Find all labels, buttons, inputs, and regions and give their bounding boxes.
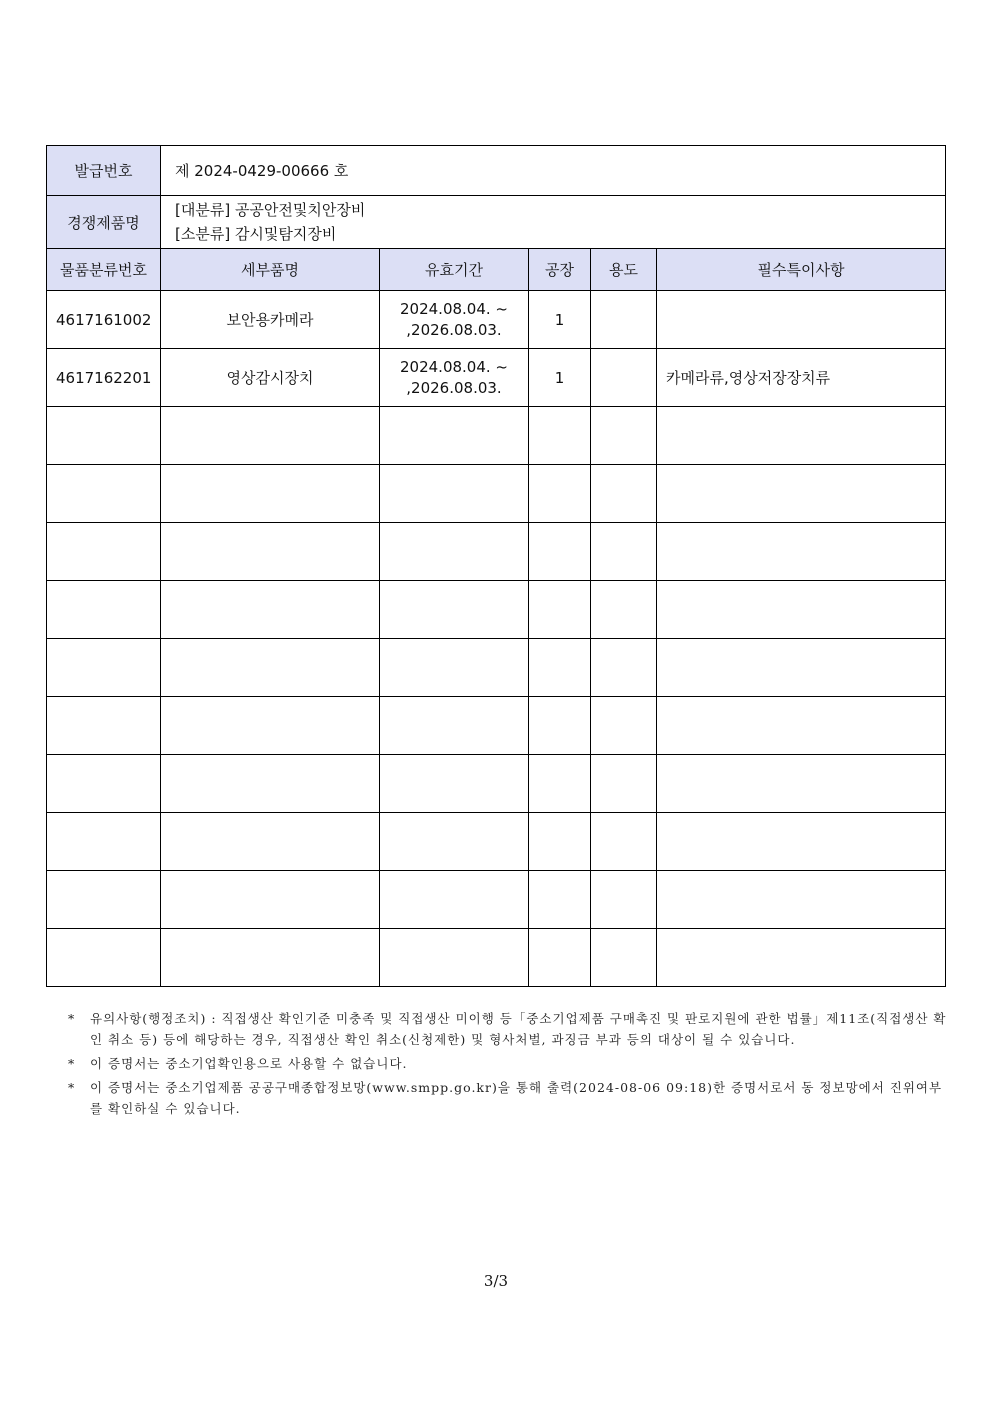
cell-detail-name	[161, 697, 380, 755]
cell-factory	[529, 639, 591, 697]
note-text: 유의사항(행정조치) : 직접생산 확인기준 미충족 및 직접생산 미이행 등「중소기업제품 구매촉진 및 판로지원에 관한 법률」제11조(직접생산 확인 취소 등) 등에 해당하는 경우, 직접생산 확인 취소(신청제한) 및 형사처벌, 과징금 부과 등의 대상이 될 수 있습니다.	[90, 1011, 947, 1047]
table-row	[47, 523, 946, 581]
minor-category: [소분류] 감시및탐지장비	[175, 225, 337, 243]
cell-special-notes	[657, 755, 946, 813]
cell-usage	[591, 639, 657, 697]
note-item	[68, 1053, 948, 1074]
cell-special-notes	[657, 523, 946, 581]
cell-validity-period	[380, 523, 529, 581]
table-row	[47, 697, 946, 755]
cell-usage	[591, 523, 657, 581]
cell-special-notes	[657, 813, 946, 871]
cell-validity-period	[380, 407, 529, 465]
issue-number-label: 발급번호	[47, 146, 161, 196]
cell-classification-code	[47, 813, 161, 871]
cell-classification-code	[47, 871, 161, 929]
cell-usage	[591, 465, 657, 523]
table-row	[47, 813, 946, 871]
notes-section	[68, 1008, 948, 1122]
cell-validity-period	[380, 581, 529, 639]
table-row	[47, 291, 946, 349]
table-row	[47, 755, 946, 813]
header-detail-name: 세부품명	[161, 249, 380, 291]
cell-special-notes	[657, 465, 946, 523]
cell-usage	[591, 871, 657, 929]
product-name-label: 경쟁제품명	[47, 196, 161, 249]
page-number: 3/3	[483, 1272, 509, 1290]
cell-classification-code	[47, 465, 161, 523]
cell-detail-name	[161, 407, 380, 465]
cell-usage	[591, 929, 657, 987]
cell-classification-code: 4617161002	[47, 291, 161, 349]
cell-usage	[591, 755, 657, 813]
cell-detail-name	[161, 581, 380, 639]
note-text: 이 증명서는 중소기업확인용으로 사용할 수 없습니다.	[90, 1056, 408, 1071]
header-special-notes: 필수특이사항	[657, 249, 946, 291]
cell-special-notes	[657, 639, 946, 697]
cell-usage	[591, 291, 657, 349]
cell-special-notes	[657, 407, 946, 465]
cell-classification-code	[47, 697, 161, 755]
cell-special-notes: 카메라류,영상저장장치류	[657, 349, 946, 407]
issue-number-row	[47, 146, 946, 196]
cell-usage	[591, 581, 657, 639]
cell-factory	[529, 697, 591, 755]
table-row	[47, 581, 946, 639]
cell-classification-code	[47, 581, 161, 639]
cell-validity-period	[380, 755, 529, 813]
cell-detail-name	[161, 523, 380, 581]
cell-validity-period	[380, 639, 529, 697]
cell-validity-period	[380, 465, 529, 523]
cell-classification-code	[47, 407, 161, 465]
product-name-row	[47, 196, 946, 249]
cell-factory	[529, 523, 591, 581]
cell-validity-period	[380, 871, 529, 929]
cell-factory	[529, 407, 591, 465]
period-end: ,2026.08.03.	[406, 378, 502, 397]
note-text: 이 증명서는 중소기업제품 공공구매종합정보망(www.smpp.go.kr)을 통해 출력(2024-08-06 09:18)한 증명서로서 동 정보망에서 진위여부를 확인하실 수 있습니다.	[90, 1080, 943, 1116]
cell-detail-name	[161, 639, 380, 697]
cell-validity-period	[380, 291, 529, 349]
cell-usage	[591, 813, 657, 871]
note-mark: *	[68, 1080, 76, 1095]
period-end: ,2026.08.03.	[406, 320, 502, 339]
header-factory: 공장	[529, 249, 591, 291]
issue-number-value: 제 2024-0429-00666 호	[161, 146, 946, 196]
table-row	[47, 639, 946, 697]
cell-factory: 1	[529, 291, 591, 349]
cell-classification-code: 4617162201	[47, 349, 161, 407]
table-row	[47, 929, 946, 987]
table-header-row	[47, 249, 946, 291]
cell-special-notes	[657, 929, 946, 987]
period-start: 2024.08.04. ~	[400, 357, 508, 376]
cell-usage	[591, 697, 657, 755]
note-item	[68, 1077, 948, 1119]
cell-factory: 1	[529, 349, 591, 407]
cell-validity-period	[380, 349, 529, 407]
header-usage: 용도	[591, 249, 657, 291]
cell-detail-name	[161, 813, 380, 871]
cell-special-notes	[657, 581, 946, 639]
cell-validity-period	[380, 813, 529, 871]
note-mark: *	[68, 1011, 76, 1026]
note-mark: *	[68, 1056, 76, 1071]
cell-special-notes	[657, 871, 946, 929]
table-row	[47, 407, 946, 465]
cell-classification-code	[47, 755, 161, 813]
cell-factory	[529, 813, 591, 871]
cell-detail-name: 영상감시장치	[161, 349, 380, 407]
table-row	[47, 871, 946, 929]
cell-detail-name	[161, 755, 380, 813]
cell-factory	[529, 871, 591, 929]
cell-special-notes	[657, 697, 946, 755]
product-name-value	[161, 196, 946, 249]
cell-detail-name	[161, 871, 380, 929]
table-row	[47, 465, 946, 523]
period-start: 2024.08.04. ~	[400, 299, 508, 318]
cell-validity-period	[380, 697, 529, 755]
cell-factory	[529, 465, 591, 523]
cell-classification-code	[47, 523, 161, 581]
cell-factory	[529, 755, 591, 813]
cell-detail-name	[161, 929, 380, 987]
header-classification-code: 물품분류번호	[47, 249, 161, 291]
cell-detail-name	[161, 465, 380, 523]
cell-factory	[529, 929, 591, 987]
table-row	[47, 349, 946, 407]
header-validity-period: 유효기간	[380, 249, 529, 291]
major-category: [대분류] 공공안전및치안장비	[175, 201, 366, 219]
cell-factory	[529, 581, 591, 639]
cell-special-notes	[657, 291, 946, 349]
cell-validity-period	[380, 929, 529, 987]
certificate-table	[46, 145, 946, 987]
cell-usage	[591, 349, 657, 407]
table-body	[47, 291, 946, 987]
cell-classification-code	[47, 639, 161, 697]
cell-usage	[591, 407, 657, 465]
note-item	[68, 1008, 948, 1050]
cell-detail-name: 보안용카메라	[161, 291, 380, 349]
cell-classification-code	[47, 929, 161, 987]
